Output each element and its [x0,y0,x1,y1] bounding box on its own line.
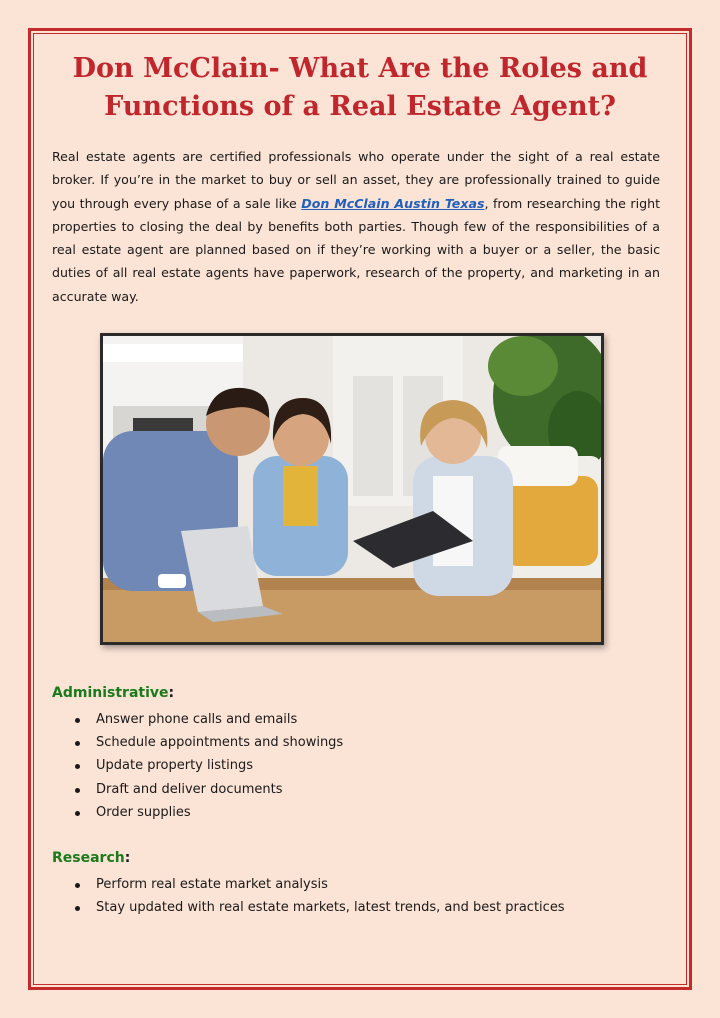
don-mcclain-austin-texas-link[interactable]: Don McClain Austin Texas [301,195,485,211]
list-item: Order supplies [72,801,672,824]
real-estate-agent-photo [100,333,604,645]
list-item: Schedule appointments and showings [72,731,672,754]
list-item: Perform real estate market analysis [72,873,672,896]
list-item: Draft and deliver documents [72,778,672,801]
intro-paragraph [52,145,660,308]
list-item: Update property listings [72,754,672,777]
intro-text-after-link: , from researching the right properties to closing the deal by benefits both parties. Though few of the responsibilities of a real estate agent are planned based on if they’re working with a buyer or a seller, the basic duties of all real estate agents have paperwork, research of the property, and marketing in an accurate way. [52,195,661,304]
intro-text-before-link: Real estate agents are certified professionals who operate under the sight of a real estate broker. If you’re in the market to buy or sell an asset, they are professionally trained to guide you through every phase of a sale like [52,149,660,211]
research-list [72,873,672,919]
administrative-list [72,708,672,824]
list-item: Answer phone calls and emails [72,708,672,731]
photo-illustration [103,336,601,642]
list-item: Stay updated with real estate markets, latest trends, and best practices [72,896,672,919]
page-title: Don McClain- What Are the Roles and Functions of a Real Estate Agent? [72,53,648,122]
research-heading-text: Research [52,850,125,866]
research-heading: Research: [52,850,131,866]
administrative-heading-text: Administrative [52,685,169,701]
administrative-heading: Administrative: [52,685,175,701]
